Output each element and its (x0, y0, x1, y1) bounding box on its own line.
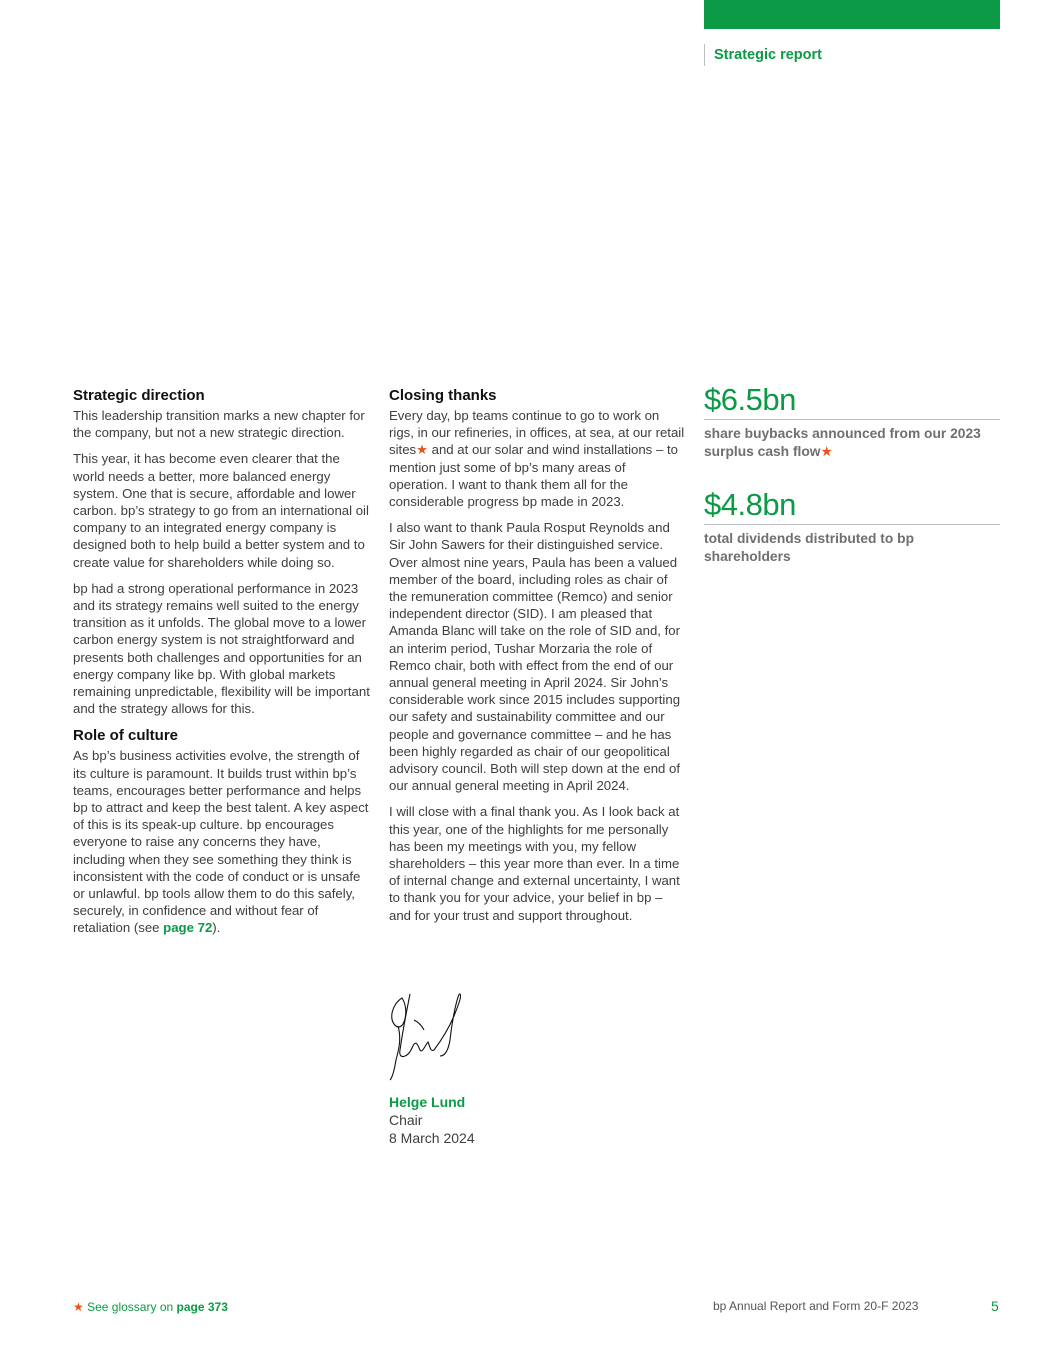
glossary-star-icon: ★ (73, 1300, 84, 1314)
report-title: bp Annual Report and Form 20-F 2023 (713, 1299, 919, 1313)
glossary-star-icon: ★ (416, 442, 428, 458)
paragraph: I also want to thank Paula Rosput Reynolds and Sir John Sawers for their distinguished service. Over almost nine years, Paula has been a valued member of the board, including roles as chair of the remuneration committee (Remco) and senior independent director (SID). I am pleased that Amanda Blanc will take on the role of SID and, for an interim period, Tushar Morzaria the role of Remco chair, both with effect from the end of our annual general meeting in April 2024. Sir John’s considerable work since 2015 includes supporting our safety and sustainability committee and our people and governance committee – and he has been highly regarded as chair of our geopolitical advisory council. Both will step down at the end of our annual general meeting in April 2024. (389, 520, 681, 794)
header-accent-bar (704, 0, 1000, 29)
paragraph: I will close with a final thank you. As I look back at this year, one of the highlights for me personally has been my meetings with you, my fellow shareholders – this year more than ever. In a time of internal change and external uncertainty, I want to thank you for your advice, your belief in bp – and for your trust and support throughout. (389, 804, 680, 923)
stat-dividends (704, 488, 1000, 566)
signer-name: Helge Lund (389, 1094, 466, 1110)
paragraph (389, 407, 686, 510)
page-number: 5 (991, 1298, 999, 1314)
stat-label: total dividends distributed to bp shareholders (704, 531, 915, 564)
signer-date: 8 March 2024 (389, 1130, 475, 1146)
heading-closing-thanks: Closing thanks (389, 387, 497, 404)
stat-label: share buybacks announced from our 2023 surplus cash flow★ (704, 426, 981, 459)
paragraph-text: As bp’s business activities evolve, the strength of its culture is paramount. It builds trust within bp’s teams, encourages better performance and helps bp to attract and keep the best talent. A key aspect of this is its speak-up culture. bp encourages everyone to raise any concerns they have, including when they see something they think is inconsistent with the code of conduct or is unsafe or unlawful. bp tools allow them to do this safely, securely, in confidence and without fear of retaliation (see (73, 748, 369, 936)
paragraph: This year, it has become even clearer that the world needs a better, more balanced energy system. One that is secure, affordable and lower carbon. bp’s strategy to go from an international oil company to an integrated energy company is designed both to help build a better system and to create value for shareholders while doing so. (73, 451, 369, 570)
paragraph (73, 747, 370, 936)
signature (388, 990, 470, 1082)
page-72-link[interactable]: page 72 (163, 920, 213, 936)
stat-share-buybacks (704, 383, 1000, 461)
page-373-link[interactable]: page 373 (176, 1300, 228, 1314)
heading-strategic-direction: Strategic direction (73, 387, 205, 404)
glossary-note (73, 1300, 228, 1314)
column-middle (389, 386, 686, 933)
paragraph-text: and at our solar and wind installations – to mention just some of bp’s many areas of operation. I want to thank them all for the considerable progress bp made in 2023. (389, 442, 678, 510)
stat-value: $4.8bn (704, 488, 1000, 525)
signer-title: Chair (389, 1112, 423, 1128)
paragraph-text-end: ). (212, 920, 221, 936)
column-left (73, 386, 370, 946)
paragraph: This leadership transition marks a new chapter for the company, but not a new strategic direction. (73, 408, 365, 441)
stat-value: $6.5bn (704, 383, 1000, 420)
glossary-star-icon: ★ (820, 444, 833, 459)
glossary-text: See glossary on (87, 1300, 174, 1314)
signer-block (389, 1093, 475, 1147)
paragraph: bp had a strong operational performance in 2023 and its strategy remains well suited to the energy transition as it unfolds. The global move to a lower carbon energy system is not straightforward and presents both challenges and opportunities for an energy company like bp. With global markets remaining unpredictable, flexibility will be important and the strategy allows for this. (73, 580, 370, 717)
paragraph-text: Every day, bp teams continue to go to work on rigs, in our refineries, in offices, at sea, at our retail sites (389, 408, 685, 458)
section-title: Strategic report (704, 44, 822, 66)
heading-role-of-culture: Role of culture (73, 727, 179, 745)
